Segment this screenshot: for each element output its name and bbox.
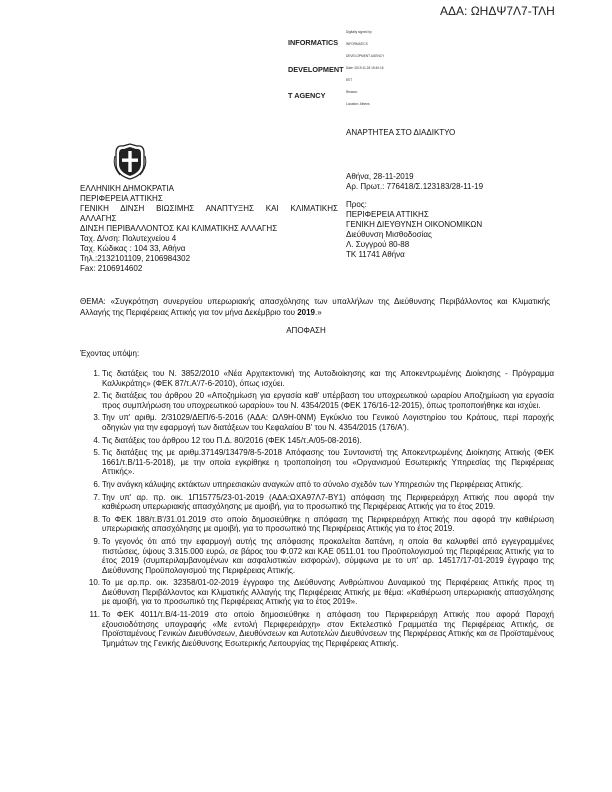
list-item xyxy=(80,448,554,477)
item-text: Το ΦΕΚ 188/τ.Β'/31.01.2019 στο οποίο δημοσιεύθηκε η απόφαση της Περιφερειάρχη Αττικής που αφορά την καθιέρωση υπερωριακής απασχόλησης με αμοιβή, για το προσωπικό της Περιφέρειας Αττικής για το έτος 2019. xyxy=(102,514,554,534)
item-text: Την ανάγκη κάλυψης εκτάκτων υπηρεσιακών αναγκών από το σύνολο σχεδόν των Υπηρεσιών της Περιφέρειας Αττικής. xyxy=(102,479,524,489)
recipient-line: ΤΚ 11741 Αθήνα xyxy=(346,250,405,259)
signature-line: DEVELOPMENT AGENCY xyxy=(346,54,385,58)
list-item xyxy=(80,610,554,648)
list-item xyxy=(80,493,554,512)
list-item xyxy=(80,578,554,607)
list-item xyxy=(80,436,554,446)
issuer-line: ΕΛΛΗΝΙΚΗ ΔΗΜΟΚΡΑΤΙΑ xyxy=(80,184,174,193)
it-agency-name xyxy=(288,22,344,118)
having-regard: Έχοντας υπόψη: xyxy=(80,349,140,358)
recipient-block xyxy=(346,200,482,260)
item-number: 2. xyxy=(93,391,100,401)
item-text: Τις διατάξεις της με αριθμ.37149/13479/8-5-2018 Απόφασης του Συντονιστή της Αποκεντρωμένης Διοίκησης Αττικής (ΦΕΚ 1661/τ.Β/11-5-2018), με την οποία εγκρίθηκε η τροποποίηση του «Οργανισμού Εσωτερικής Υπηρεσίας της Περιφέρειας Αττικής». xyxy=(102,448,554,477)
item-number: 11. xyxy=(89,610,100,620)
issuer-line: Τηλ.:2132101109, 2106984302 xyxy=(80,254,191,263)
issuer-line: ΓΕΝΙΚΗ ΔΙΝΣΗ ΒΙΩΣΙΜΗΣ ΑΝΑΠΤΥΞΗΣ ΚΑΙ ΚΛΙΜΑΤΙΚΗΣ xyxy=(80,204,338,213)
recipient-line: Διεύθυνση Μισθοδοσίας xyxy=(346,230,432,239)
item-number: 1. xyxy=(93,369,100,378)
item-number: 3. xyxy=(93,413,100,423)
subject-end: .» xyxy=(314,308,322,317)
subject-text: ΘΕΜΑ: «Συγκρότηση συνεργείου υπερωριακής απασχόλησης των υπαλλήλων της Διεύθυνσης Περιβάλλοντος και Κλιματικής Αλλαγής της Περιφέρειας Αττικής για τον μήνα Δεκέμβριο του xyxy=(80,297,550,317)
ada-code: ΑΔΑ: ΩΗΔΨ7Λ7-ΤΛΗ xyxy=(440,4,555,18)
decision-title: ΑΠΟΦΑΣΗ xyxy=(286,326,326,335)
it-agency-line: INFORMATICS xyxy=(288,38,339,48)
greek-coat-of-arms-icon xyxy=(113,142,147,185)
issuer-line: ΔΙΝΣΗ ΠΕΡΙΒΑΛΛΟΝΤΟΣ ΚΑΙ ΚΛΙΜΑΤΙΚΗΣ ΑΛΛΑΓΗΣ xyxy=(80,224,278,233)
item-number: 5. xyxy=(93,448,100,458)
issuer-line: Ταχ. Κώδικας : 104 33, Αθήνα xyxy=(80,244,186,253)
item-number: 10. xyxy=(88,578,100,588)
list-item xyxy=(80,413,554,432)
item-text: Το με αρ.πρ. οικ. 32358/01-02-2019 έγγραφο της Διεύθυνσης Ανθρώπινου Δυναμικού της Περιφέρειας Αττικής προς τη Διεύθυνση Περιβάλλοντος και Κλιματικής Αλλαγής της Περιφέρειας Αττικής με θέμα: «Καθιέρωση υπερωριακής απασχόλησης με αμοιβή, για το προσωπικό της Περιφέρειας Αττικής για το έτος 2019». xyxy=(102,578,554,607)
item-text: Τις διατάξεις του Ν. 3852/2010 «Νέα Αρχιτεκτονική της Αυτοδιοίκησης και της Αποκεντρωμένης Διοίκησης - Πρόγραμμα Καλλικράτης» (ΦΕΚ 87/τ.Α'/7-6-2010), όπως ισχύει. xyxy=(102,369,554,388)
item-text: Την υπ' αριθμ. 2/31029/ΔΕΠ/6-5-2016 (ΑΔΑ: ΩΛ9Η-0ΝΜ) Εγκύκλιο του Γενικού Λογιστηρίου του Κράτους, περί παροχής οδηγιών για την εφαρμογή των διατάξεων του Κεφαλαίου Β' του Ν. 4354/2015 (176/Α'). xyxy=(102,413,554,432)
issuer-line: Fax: 2106914602 xyxy=(80,264,143,273)
item-text: Τις διατάξεις του άρθρου 12 του Π.Δ. 80/2016 (ΦΕΚ 145/τ.Α/05-08-2016). xyxy=(102,435,362,445)
item-number: 8. xyxy=(93,514,100,524)
signature-line: Digitally signed by xyxy=(346,30,372,34)
subject-year: 2019 xyxy=(297,308,315,317)
signature-line: Reason: xyxy=(346,90,358,94)
item-text: Το γεγονός ότι από την εφαρμογή αυτής της απόφασης προκαλείται δαπάνη, η οποία θα καλυφθεί από εγγεγραμμένες πιστώσεις, ύψους 3.315.000 ευρώ, σε βάρος του Φ.072 και ΚΑΕ 0511.01 του Προϋπολογισμού της Περιφέρειας Αττικής για το έτος 2019 (συμπεριλαμβανομένων και ασφαλιστικών εισφορών), σύμφωνα με το υπ' αρ. 14517/17-01-2019 έγγραφο της Διεύθυνσης Προϋπολογισμού της Περιφέρειας Αττικής. xyxy=(102,536,554,575)
signature-line: INFORMATICS xyxy=(346,42,368,46)
recipient-line: Λ. Συγγρού 80-88 xyxy=(346,240,410,249)
it-agency-line: T AGENCY xyxy=(288,90,326,100)
list-item xyxy=(80,537,554,575)
recipient-line: Προς: xyxy=(346,200,367,209)
it-agency-line: DEVELOPMENT xyxy=(288,64,344,74)
issuer-line: Ταχ. Δ/νση: Πολυτεχνείου 4 xyxy=(80,234,177,243)
list-item xyxy=(80,515,554,534)
signature-line: EET xyxy=(346,78,353,82)
signature-line: Location: Athens xyxy=(346,102,370,106)
document-date: Αθήνα, 28-11-2019 xyxy=(346,172,414,181)
item-text: Τις διατάξεις του άρθρου 20 «Αποζημίωση για εργασία καθ' υπέρβαση του υποχρεωτικού ωραρίου Αποζημίωση για εργασία προς συμπλήρωση του υποχρεωτικού ωραρίου» του Ν. 4354/2015 (ΦΕΚ 176/16-12-2015), όπως τροποποιήθηκε και ισχύει. xyxy=(102,391,554,410)
protocol-number: Αρ. Πρωτ.: 776418/Σ.123183/28-11-19 xyxy=(346,182,484,191)
item-text: Την υπ' αρ. πρ. οικ. 1Π15775/23-01-2019 (ΑΔΑ:ΩΧΑ97Λ7-ΒΥ1) απόφαση της Περιφερειάρχη Αττικής που αφορά την καθιέρωση υπερωριακής απασχόλησης με αμοιβή, για το προσωπικό της Περιφέρειας Αττικής για το έτος 2019. xyxy=(102,492,554,512)
posting-note: ΑΝΑΡΤΗΤΕΑ ΣΤΟ ΔΙΑΔΙΚΤΥΟ xyxy=(346,128,456,137)
recipient-line: ΠΕΡΙΦΕΡΕΙΑ ΑΤΤΙΚΗΣ xyxy=(346,210,429,219)
item-number: 4. xyxy=(93,435,100,445)
digital-signature xyxy=(346,22,384,110)
item-number: 7. xyxy=(93,492,100,502)
signature-line: Date: 2019.11.28 15:40:16 xyxy=(346,66,384,70)
list-item xyxy=(80,391,554,410)
subject xyxy=(80,296,550,318)
item-number: 9. xyxy=(93,536,100,546)
recipient-line: ΓΕΝΙΚΗ ΔΙΕΥΘΥΝΣΗ ΟΙΚΟΝΟΜΙΚΩΝ xyxy=(346,220,483,229)
list-item xyxy=(80,480,554,490)
issuer-line: ΠΕΡΙΦΕΡΕΙΑ ΑΤΤΙΚΗΣ xyxy=(80,194,163,203)
item-number: 6. xyxy=(93,479,100,489)
item-text: Το ΦΕΚ 4011/τ.Β/4-11-2019 στο οποίο δημοσιεύθηκε η απόφαση του Περιφερειάρχη Αττικής που αφορά Παροχή εξουσιοδότησης υπογραφής «Με εντολή Περιφερειάρχη» στον Εκτελεστικό Γραμματέα της Περιφέρειας Αττικής, σε Προϊσταμένους Γενικών Διευθύνσεων, Διευθύνσεων και Αυτοτελών Διευθύνσεων της Περιφέρειας Αττικής και σε Προϊσταμένους Τμημάτων της Γενικής Διεύθυνσης Εσωτερικής Λειτουργίας της Περιφέρειας Αττικής. xyxy=(102,610,554,648)
issuer-line: ΑΛΛΑΓΗΣ xyxy=(80,214,117,223)
date-reference xyxy=(346,172,483,192)
considerations-list xyxy=(80,369,554,651)
list-item xyxy=(80,369,554,388)
issuer-block xyxy=(80,184,338,274)
